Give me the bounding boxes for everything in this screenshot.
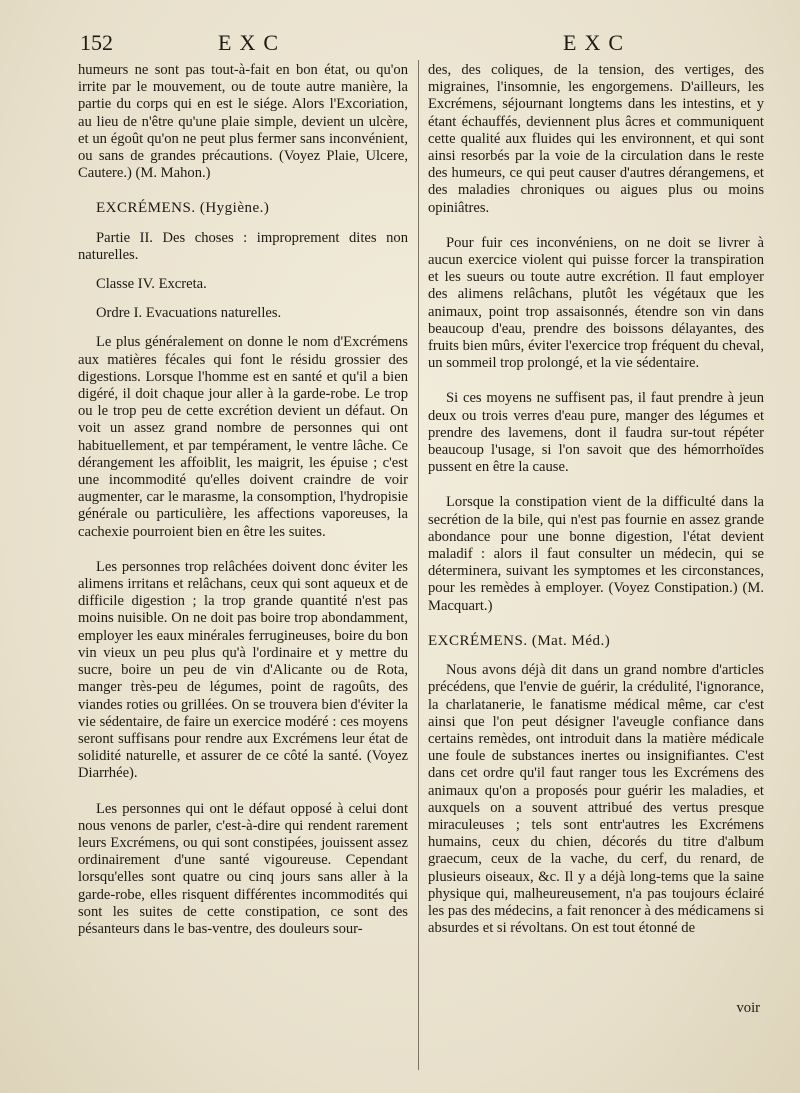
column-divider xyxy=(418,60,419,1070)
paragraph: Pour fuir ces inconvéniens, on ne doit se livrer à aucun exercice violent qui puisse forcer la transpiration et les sueurs ou toute autre excrétion. Il faut employer des alimens relâchans, plutôt les végétaux que les animaux, point trop assaisonnés, étendre son vin dans beaucoup d'eau, prendre des boissons délayantes, des fruits bien mûrs, éviter l'exercice trop fréquent du cheval, un sommeil trop prolongé, et la vie sédentaire. xyxy=(428,234,764,372)
paragraph: humeurs ne sont pas tout-à-fait en bon état, ou qu'on irrite par le mouvement, ou de toute autre manière, la partie du corps qui en est le siége. Alors l'Excoriation, au lieu de n'être qu'une plaie simple, devient un ulcère, et un égoût qu'on ne peut plus fermer sans inconvénient, ou sans de grandes précautions. (Voyez Plaie, Ulcere, Cautere.) (M. Mahon.) xyxy=(78,62,408,182)
right-column xyxy=(428,62,764,937)
article-heading: EXCRÉMENS. (Hygiène.) xyxy=(96,200,270,217)
article-heading: EXCRÉMENS. (Mat. Méd.) xyxy=(428,632,611,649)
left-column xyxy=(78,62,408,938)
running-head-right: EXC xyxy=(563,30,631,55)
page-number: 152 xyxy=(80,30,113,55)
paragraph: Les personnes qui ont le défaut opposé à celui dont nous venons de parler, c'est-à-dire qui rendent rarement leurs Excrémens, ou qui sont constipées, jouissent assez ordinairement d'une santé vigoureuse. Cependant lorsqu'elles sont quatre ou cinq jours sans aller à la garde-robe, elles risquent différentes incommodités qui sont les suites de cette constipation, ce sont des pésanteurs dans le bas-ventre, des douleurs sour- xyxy=(78,800,408,937)
paragraph: des, des coliques, de la tension, des vertiges, des migraines, l'insomnie, les engorgemens. D'ailleurs, les Excrémens, séjournant longtems dans les intestins, et y étant échauffés, deviennent plus âcres et communiquent cette qualité aux fluides qui les environnent, et qui sont ainsi resorbés par la voie de la circulation dans le reste des humeurs, ce qui peut causer d'autres dérangemens, et des maladies chroniques ou aigues plus ou moins opiniâtres. xyxy=(428,62,764,216)
classification-ordre: Ordre I. Evacuations naturelles. xyxy=(96,305,282,322)
paragraph: Le plus généralement on donne le nom d'Excrémens aux matières fécales qui font le résidu grossier des digestions. Lorsque l'homme est en santé et qu'il a bien digéré, il doit chaque jour aller à la garde-robe. Le trop ou le trop peu de cette excrétion devient un défaut. On voit un assez grand nombre de personnes qui ont habituellement, et par tempérament, le ventre lâche. Ce dérangement les affoiblit, les maigrit, les épuise ; c'est une incommodité qu'elles doivent craindre de voir augmenter, car le marasme, la consomption, l'hydropisie générale ou particulière, les affections vaporeuses, la cachexie pourroient bien en être les suites. xyxy=(78,334,408,540)
page-header xyxy=(0,30,800,60)
paragraph: Si ces moyens ne suffisent pas, il faut prendre à jeun deux ou trois verres d'eau pure, manger des légumes et prendre des lavemens, dont il faudra sur-tout répéter beaucoup l'usage, si l'on savoit que des hémorrhoïdes pussent en être la cause. xyxy=(428,390,764,476)
paragraph: Les personnes trop relâchées doivent donc éviter les alimens irritans et relâchans, ceux qui sont aqueux et de difficile digestion ; la trop grande quantité n'est pas moins nuisible. On ne doit pas boire trop abondamment, employer les eaux minérales ferrugineuses, boire du bon vin vieux un peu plus qu'à l'ordinaire et y mettre du sucre, boire un peu de vin d'Alicante ou de Rota, manger très-peu de légumes, point de ragoûts, des viandes roties ou grillées. On se trouvera bien d'éviter la vie sédentaire, de faire un exercice modéré : ces moyens seront suffisans pour rendre aux Excrémens leur état de solidité naturelle, et assurer de ce côté la santé. (Voyez Diarrhée). xyxy=(78,558,408,782)
classification-classe: Classe IV. Excreta. xyxy=(96,276,207,293)
catchword: voir xyxy=(736,1000,760,1016)
classification-partie: Partie II. Des choses : improprement dites non naturelles. xyxy=(78,229,408,263)
running-head-left: EXC xyxy=(218,30,286,55)
paragraph: Nous avons déjà dit dans un grand nombre d'articles précédens, que l'envie de guérir, la crédulité, l'ignorance, la charlatanerie, le fanatisme médical même, car c'est ainsi que l'on peut désigner l'aveugle confiance dans certains remèdes, ont introduit dans la matière médicale une foule de substances inertes ou insignifiantes. C'est dans cet ordre qu'il faut ranger tous les Excrémens des animaux qu'on a proposés pour guérir les maladies, et auxquels on a souvent attribué des vertus presque miraculeuses ; tels sont entr'autres les Excrémens humains, ceux du chien, décorés du titre d'album graecum, ceux de la vache, du cerf, du renard, de plusieurs oiseaux, &c. Il y a déjà long-tems que la saine physique qui, malheureusement, n'a pas toujours éclairé les pas des médecins, a fait renoncer à des médicamens si absurdes et si révoltans. On est tout étonné de xyxy=(428,662,764,937)
paragraph: Lorsque la constipation vient de la difficulté dans la secrétion de la bile, qui n'est pas fournie en assez grande abondance pour une bonne digestion, l'état devient maladif : alors il faut consulter un médecin, qui se déterminera, suivant les symptomes et les circonstances, pour les remèdes à employer. (Voyez Constipation.) (M. Macquart.) xyxy=(428,494,764,614)
